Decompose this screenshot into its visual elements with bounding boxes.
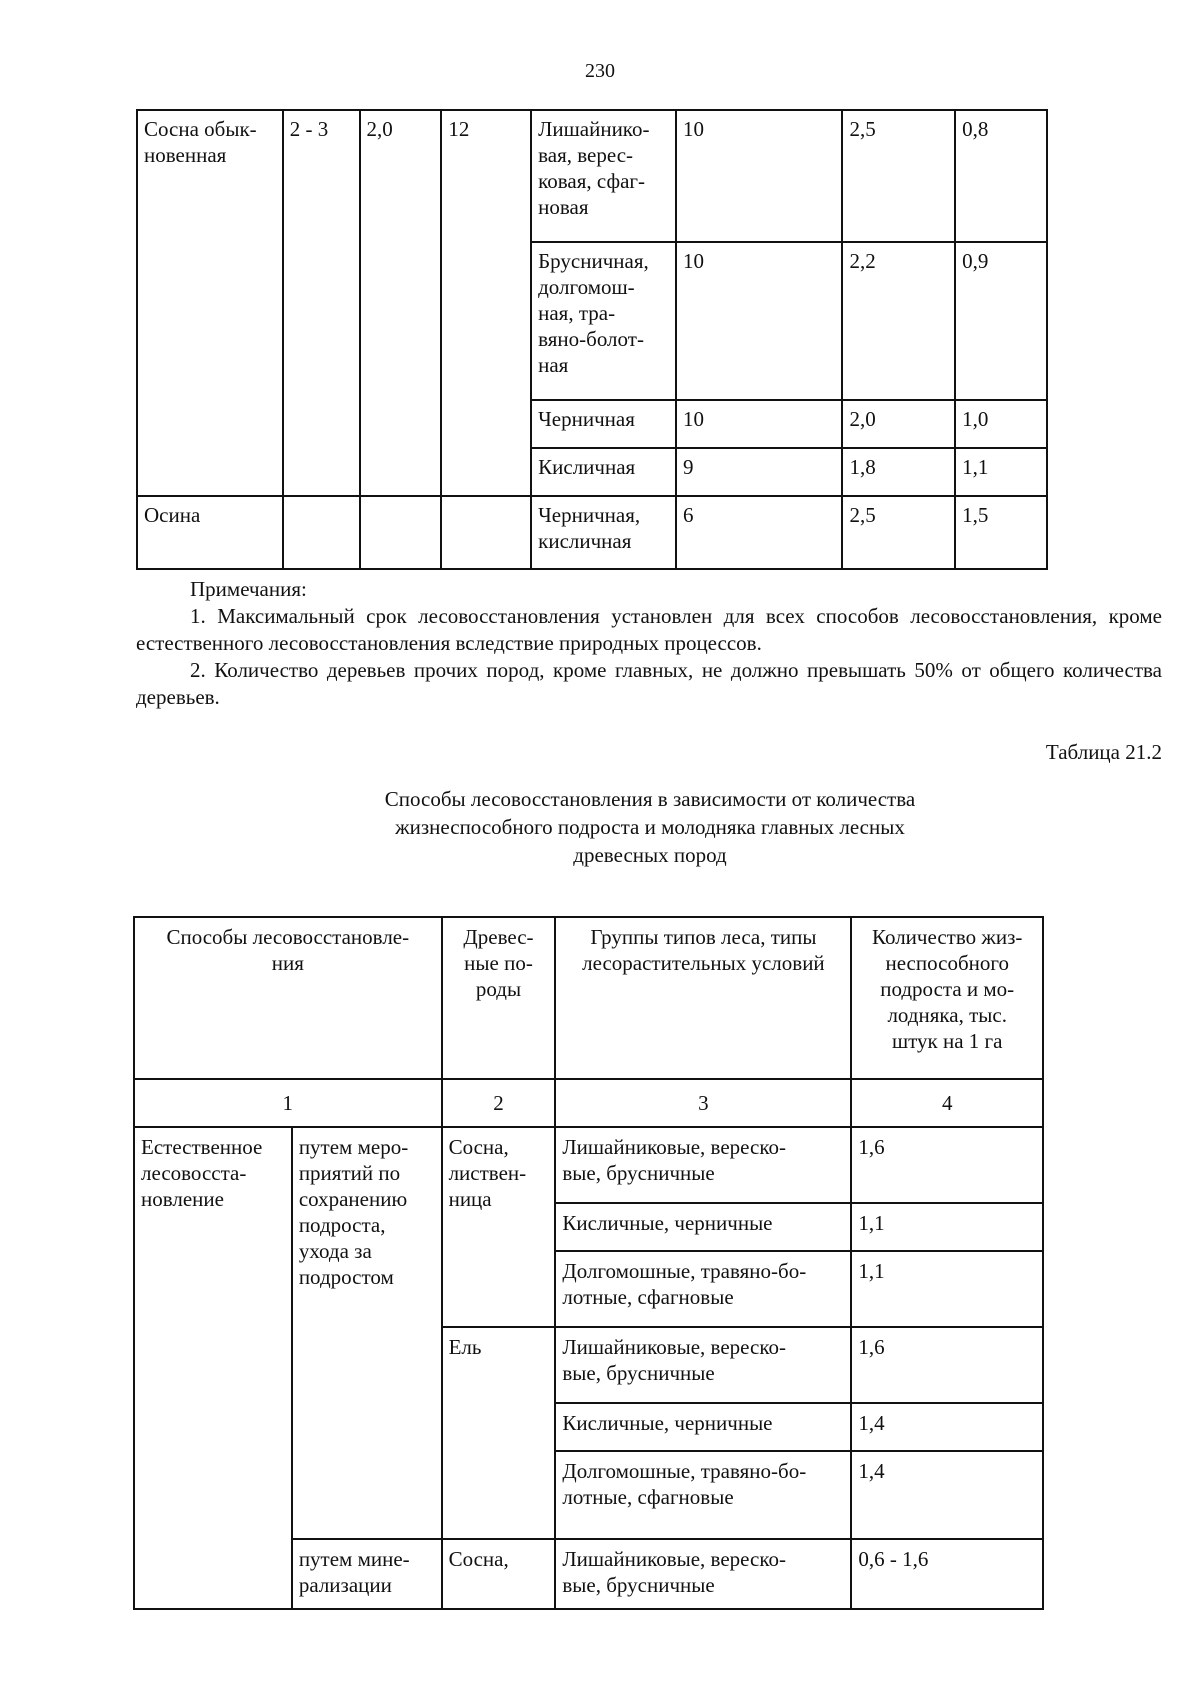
- column-header: Количество жиз- неспособного подроста и мо- лодняка, тыс. штук на 1 га: [851, 917, 1043, 1079]
- reforestation-table: [133, 916, 1044, 1610]
- table-cell: 10: [676, 242, 842, 400]
- table-row: [134, 1127, 1043, 1203]
- group-cell: Кисличные, черничные: [555, 1403, 851, 1451]
- table-row: [137, 496, 1047, 569]
- column-number: 1: [134, 1079, 442, 1127]
- qty-cell: 1,6: [851, 1327, 1043, 1403]
- group-cell: Лишайниковые, вереско- вые, брусничные: [555, 1539, 851, 1609]
- note-2: 2. Количество деревьев прочих пород, кроме главных, не должно превышать 50% от общего количества деревьев.: [136, 658, 1162, 709]
- species-cell: Сосна,: [442, 1539, 556, 1609]
- column-number: 3: [555, 1079, 851, 1127]
- table-cell: [441, 496, 531, 569]
- column-header: Группы типов леса, типы лесорастительных условий: [555, 917, 851, 1079]
- table-cell: 9: [676, 448, 842, 496]
- table-cell: 1,1: [955, 448, 1047, 496]
- table-row: [137, 110, 1047, 242]
- number-row: [134, 1079, 1043, 1127]
- table-cell: 2,0: [842, 400, 955, 448]
- group-cell: Лишайниковые, вереско- вые, брусничные: [555, 1327, 851, 1403]
- table-cell: 2,5: [842, 110, 955, 242]
- submethod-cell: путем меро- приятий по сохранению подроста, ухода за подростом: [292, 1127, 442, 1539]
- column-header: Древес- ные по- роды: [442, 917, 556, 1079]
- header-row: [134, 917, 1043, 1079]
- qty-cell: 1,4: [851, 1403, 1043, 1451]
- table-cell: 2 - 3: [283, 110, 360, 496]
- table-cell: 12: [441, 110, 531, 496]
- table-cell: 1,0: [955, 400, 1047, 448]
- table-cell: 2,2: [842, 242, 955, 400]
- forest-type-cell: Брусничная, долгомош- ная, тра- вяно-болот- ная: [531, 242, 676, 400]
- notes-block: [136, 576, 1162, 711]
- species-cell: Ель: [442, 1327, 556, 1539]
- page-number: 230: [585, 60, 615, 82]
- qty-cell: 0,6 - 1,6: [851, 1539, 1043, 1609]
- table-cell: [360, 496, 442, 569]
- table-cell: 1,8: [842, 448, 955, 496]
- qty-cell: 1,4: [851, 1451, 1043, 1539]
- column-header: Способы лесовосстановле- ния: [134, 917, 442, 1079]
- qty-cell: 1,1: [851, 1203, 1043, 1251]
- table-cell: [283, 496, 360, 569]
- table-cell: 0,8: [955, 110, 1047, 242]
- group-cell: Долгомошные, травяно-бо- лотные, сфагновые: [555, 1451, 851, 1539]
- forest-type-cell: Черничная: [531, 400, 676, 448]
- forest-type-cell: Лишайнико- вая, верес- ковая, сфаг- новая: [531, 110, 676, 242]
- table-caption: Таблица 21.2: [1045, 740, 1162, 764]
- table-cell: 10: [676, 400, 842, 448]
- table-cell: 10: [676, 110, 842, 242]
- species-cell: Осина: [137, 496, 283, 569]
- species-cell: Сосна обык- новенная: [137, 110, 283, 496]
- group-cell: Кисличные, черничные: [555, 1203, 851, 1251]
- table-cell: 2,0: [360, 110, 442, 496]
- notes-heading: Примечания:: [190, 577, 307, 601]
- method-cell: Естественное лесовосста- новление: [134, 1127, 292, 1609]
- qty-cell: 1,6: [851, 1127, 1043, 1203]
- note-1: 1. Максимальный срок лесовосстановления установлен для всех способов лесовосстановления, кроме естественного лесовосстановления вследствие природных процессов.: [136, 604, 1162, 655]
- forest-type-cell: Кисличная: [531, 448, 676, 496]
- qty-cell: 1,1: [851, 1251, 1043, 1327]
- column-number: 4: [851, 1079, 1043, 1127]
- group-cell: Лишайниковые, вереско- вые, брусничные: [555, 1127, 851, 1203]
- species-cell: Сосна, листвен- ница: [442, 1127, 556, 1327]
- group-cell: Долгомошные, травяно-бо- лотные, сфагновые: [555, 1251, 851, 1327]
- table-cell: 6: [676, 496, 842, 569]
- column-number: 2: [442, 1079, 556, 1127]
- norms-table: [136, 109, 1048, 570]
- table-cell: 0,9: [955, 242, 1047, 400]
- table-cell: 2,5: [842, 496, 955, 569]
- forest-type-cell: Черничная, кисличная: [531, 496, 676, 569]
- table-title: Способы лесовосстановления в зависимости от количества жизнеспособного подроста и молодняка главных лесных древесных пород: [384, 787, 916, 867]
- table-cell: 1,5: [955, 496, 1047, 569]
- submethod-cell: путем мине- рализации: [292, 1539, 442, 1609]
